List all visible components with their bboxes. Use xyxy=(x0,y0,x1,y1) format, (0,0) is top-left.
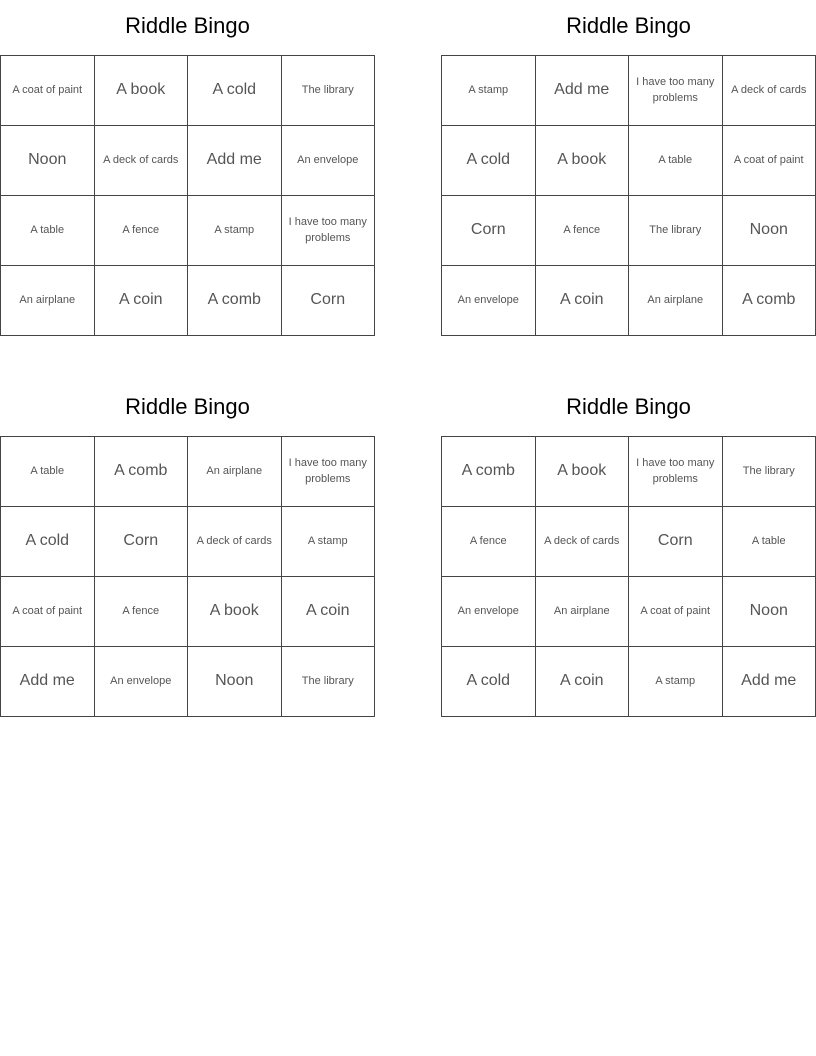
bingo-cell: Corn xyxy=(629,507,723,577)
bingo-cell: I have too many problems xyxy=(629,56,723,126)
bingo-cell: Corn xyxy=(442,196,536,266)
bingo-cell: An envelope xyxy=(95,647,189,717)
card-title: Riddle Bingo xyxy=(125,13,250,38)
bingo-cell: Noon xyxy=(188,647,282,717)
bingo-cell: Add me xyxy=(536,56,630,126)
bingo-cell: Add me xyxy=(188,126,282,196)
bingo-cell: Noon xyxy=(723,577,816,647)
bingo-grid xyxy=(441,55,816,336)
bingo-cell: A cold xyxy=(188,56,282,126)
bingo-cell: An envelope xyxy=(442,577,536,647)
bingo-cell: A deck of cards xyxy=(188,507,282,577)
bingo-cell: A deck of cards xyxy=(723,56,816,126)
bingo-cell: Corn xyxy=(282,266,376,336)
bingo-cell: A coat of paint xyxy=(629,577,723,647)
bingo-grid xyxy=(0,436,375,717)
bingo-cell: An envelope xyxy=(282,126,376,196)
bingo-cell: A fence xyxy=(95,577,189,647)
bingo-cell: A coin xyxy=(282,577,376,647)
bingo-cell: A deck of cards xyxy=(536,507,630,577)
bingo-cell: Noon xyxy=(723,196,816,266)
bingo-card-3 xyxy=(0,381,375,717)
bingo-cell: I have too many problems xyxy=(282,437,376,507)
bingo-cell: A deck of cards xyxy=(95,126,189,196)
bingo-cell: A stamp xyxy=(629,647,723,717)
bingo-cell: Noon xyxy=(1,126,95,196)
bingo-grid xyxy=(0,55,375,336)
bingo-cell: A comb xyxy=(188,266,282,336)
bingo-cell: A cold xyxy=(442,647,536,717)
bingo-cell: A table xyxy=(1,196,95,266)
bingo-cell: A table xyxy=(1,437,95,507)
bingo-cell: A coat of paint xyxy=(1,56,95,126)
bingo-cell: A fence xyxy=(95,196,189,266)
bingo-cell: Add me xyxy=(723,647,816,717)
bingo-cell: Corn xyxy=(95,507,189,577)
bingo-cell: A coin xyxy=(536,266,630,336)
bingo-cell: A coin xyxy=(536,647,630,717)
bingo-cell: The library xyxy=(629,196,723,266)
bingo-cell: A coin xyxy=(95,266,189,336)
bingo-cell: The library xyxy=(723,437,816,507)
bingo-cell: An airplane xyxy=(629,266,723,336)
bingo-cell: The library xyxy=(282,56,376,126)
bingo-cell: A stamp xyxy=(442,56,536,126)
bingo-cell: An envelope xyxy=(442,266,536,336)
bingo-cell: A cold xyxy=(1,507,95,577)
bingo-cell: A cold xyxy=(442,126,536,196)
bingo-cell: A stamp xyxy=(282,507,376,577)
bingo-cell: A comb xyxy=(723,266,816,336)
bingo-cell: An airplane xyxy=(536,577,630,647)
bingo-card-2 xyxy=(441,0,816,336)
bingo-card-4 xyxy=(441,381,816,717)
card-title: Riddle Bingo xyxy=(125,394,250,419)
bingo-cell: A table xyxy=(629,126,723,196)
bingo-cell: I have too many problems xyxy=(282,196,376,266)
bingo-cell: A fence xyxy=(442,507,536,577)
bingo-cell: A coat of paint xyxy=(723,126,816,196)
bingo-cell: Add me xyxy=(1,647,95,717)
card-title: Riddle Bingo xyxy=(566,394,691,419)
bingo-cell: A comb xyxy=(95,437,189,507)
card-title: Riddle Bingo xyxy=(566,13,691,38)
bingo-cell: A table xyxy=(723,507,816,577)
bingo-cell: An airplane xyxy=(188,437,282,507)
bingo-cell: A coat of paint xyxy=(1,577,95,647)
bingo-grid xyxy=(441,436,816,717)
bingo-cell: An airplane xyxy=(1,266,95,336)
bingo-cell: A comb xyxy=(442,437,536,507)
bingo-cell: I have too many problems xyxy=(629,437,723,507)
bingo-cell: A book xyxy=(95,56,189,126)
bingo-cell: A fence xyxy=(536,196,630,266)
bingo-cell: A book xyxy=(536,126,630,196)
bingo-cell: A book xyxy=(536,437,630,507)
bingo-cell: A stamp xyxy=(188,196,282,266)
bingo-cell: A book xyxy=(188,577,282,647)
bingo-card-1 xyxy=(0,0,375,336)
bingo-cell: The library xyxy=(282,647,376,717)
